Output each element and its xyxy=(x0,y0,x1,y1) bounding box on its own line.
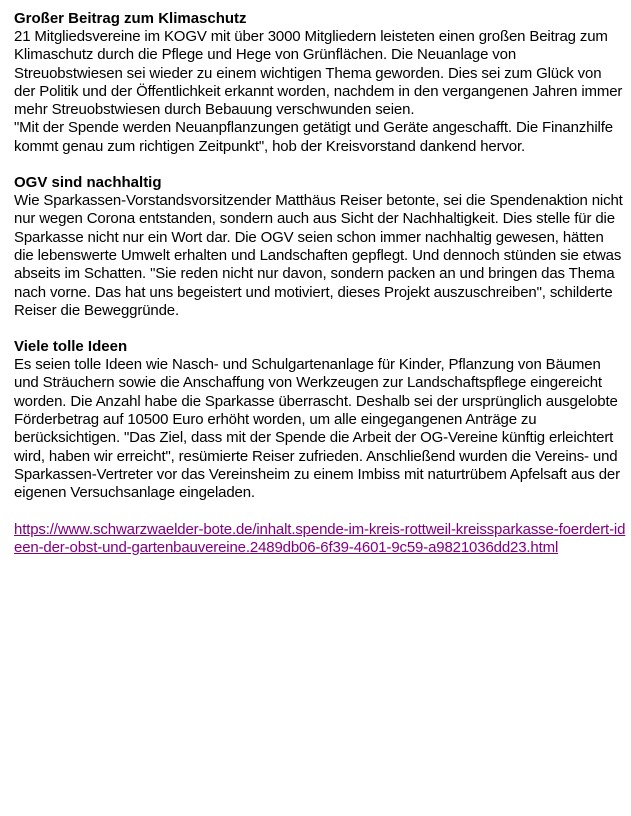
section-heading: OGV sind nachhaltig xyxy=(14,174,162,192)
paragraph: Wie Sparkassen-Vorstandsvorsitzender Matthäus Reiser betonte, sei die Spendenaktion nicht nur wegen Corona entstanden, sondern auch aus Sicht der Nachhaltigkeit. Dies stelle für die Sparkasse nicht nur ein Wort dar. Die OGV seien schon immer nachhaltig gewesen, hätten die lebenswerte Umwelt erhalten und Landschaften gepflegt. Und dennoch stünden sie etwas abseits im Schatten. "Sie reden nicht nur davon, sondern packen an und bringen das Thema nach vorne. Das hat uns begeistert und motiviert, dieses Projekt auszuschreiben", schilderte Reiser die Beweggründe. xyxy=(14,192,623,319)
document-page xyxy=(14,10,626,575)
section-nachhaltig xyxy=(14,174,626,320)
paragraph: Es seien tolle Ideen wie Nasch- und Schulgartenanlage für Kinder, Pflanzung von Bäumen und Sträuchern sowie die Anschaffung von Werkzeugen zur Landschaftspflege eingereicht worden. Die Anzahl habe die Sparkasse überrascht. Deshalb sei der ursprünglich ausgelobte Förderbetrag auf 10500 Euro erhöht worden, um alle eingegangenen Anträge zu berücksichtigen. "Das Ziel, dass mit der Spende die Arbeit der OG-Vereine künftig erleichtert wird, haben wir erreicht", resümierte Reiser zufrieden. Anschließend wurden die Vereins- und Sparkassen-Vertreter vor das Vereinsheim zu einem Imbiss mit naturtrübem Apfelsaft aus der eigenen Versuchsanlage eingeladen. xyxy=(14,356,620,502)
section-klimaschutz xyxy=(14,10,626,156)
paragraph: 21 Mitgliedsvereine im KOGV mit über 3000 Mitgliedern leisteten einen großen Beitrag zum Klimaschutz durch die Pflege und Hege von Grünflächen. Die Neuanlage von Streuobstwiesen sei wieder zu einem wichtigen Thema geworden. Dies sei zum Glück von der Politik und der Öffentlichkeit erkannt worden, nachdem in den vergangenen Jahren immer mehr Streuobstwiesen durch Bebauung verschwunden seien. xyxy=(14,28,623,119)
section-heading: Großer Beitrag zum Klimaschutz xyxy=(14,10,247,27)
section-heading: Viele tolle Ideen xyxy=(14,338,128,356)
source-link[interactable]: https://www.schwarzwaelder-bote.de/inhalt.spende-im-kreis-rottweil-kreissparkasse-foerdert-ideen-der-obst-und-gartenbauvereine.2489db06-6f39-4601-9c59-a9821036dd23.html xyxy=(14,520,626,556)
section-ideen xyxy=(14,338,626,557)
paragraph-quote: "Mit der Spende werden Neuanpflanzungen getätigt und Geräte angeschafft. Die Finanzhilfe kommt genau zum richtigen Zeitpunkt", hob der Kreisvorstand dankend hervor. xyxy=(14,119,613,155)
